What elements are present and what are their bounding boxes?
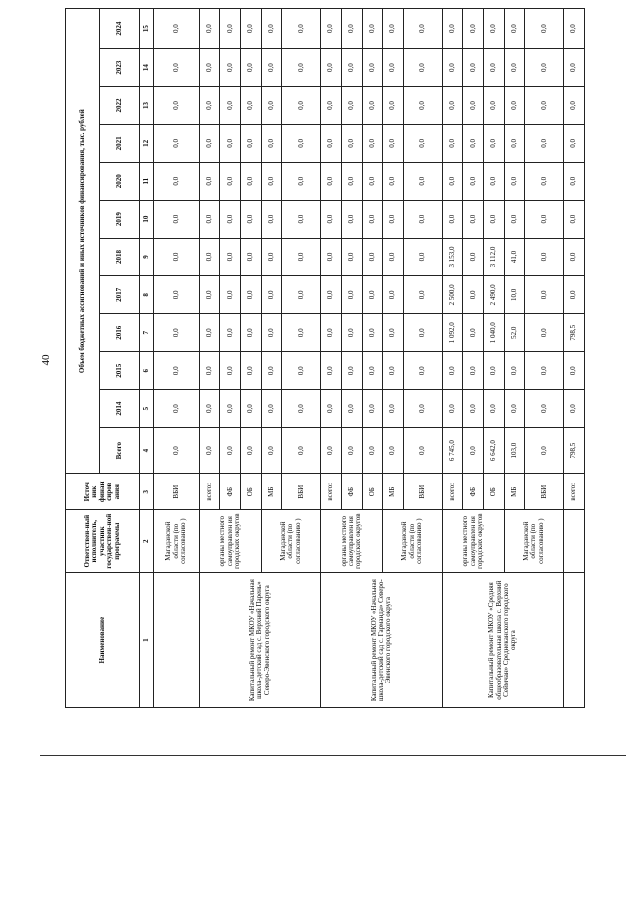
value-cell: 0,0 <box>525 124 564 162</box>
value-cell: 0,0 <box>362 276 383 314</box>
value-cell: 0,0 <box>504 352 525 390</box>
header-year: 2017 <box>100 276 140 314</box>
value-cell: 0,0 <box>241 124 262 162</box>
value-cell: 41,0 <box>504 238 525 276</box>
value-cell: 0,0 <box>463 276 484 314</box>
value-cell: 0,0 <box>241 200 262 238</box>
source-cell: всего: <box>199 474 220 510</box>
source-cell: ВБИ <box>154 474 200 510</box>
value-cell: 0,0 <box>564 238 585 276</box>
name-cell <box>564 573 585 708</box>
value-cell: 0,0 <box>199 49 220 87</box>
value-cell: 0,0 <box>362 124 383 162</box>
value-cell: 0,0 <box>282 162 321 200</box>
value-cell: 0,0 <box>321 314 342 352</box>
value-cell: 0,0 <box>341 428 362 474</box>
value-cell: 0,0 <box>154 200 200 238</box>
value-cell: 0,0 <box>484 200 505 238</box>
value-cell: 0,0 <box>261 49 282 87</box>
project-name: Капитальный ремонт МКОУ «Начальная школа-детский сад с. Гарманда» Северо-Эвенского городского округа <box>321 573 442 708</box>
value-cell: 0,0 <box>341 276 362 314</box>
value-cell: 0,0 <box>463 352 484 390</box>
source-cell: ФБ <box>341 474 362 510</box>
value-cell: 0,0 <box>564 49 585 87</box>
header-year: 2014 <box>100 390 140 428</box>
value-cell: 0,0 <box>241 49 262 87</box>
value-cell: 0,0 <box>321 238 342 276</box>
value-cell: 0,0 <box>362 352 383 390</box>
value-cell: 0,0 <box>463 9 484 49</box>
header-index: 4 <box>140 428 154 474</box>
value-cell: 0,0 <box>463 314 484 352</box>
source-cell: всего: <box>321 474 342 510</box>
value-cell: 0,0 <box>199 162 220 200</box>
value-cell: 0,0 <box>220 276 241 314</box>
value-cell: 0,0 <box>484 87 505 125</box>
value-cell: 0,0 <box>341 352 362 390</box>
value-cell: 0,0 <box>362 162 383 200</box>
value-cell: 0,0 <box>154 314 200 352</box>
value-cell: 0,0 <box>383 314 404 352</box>
table-row <box>154 9 200 708</box>
responsible-cell: органы местного самоуправлен ия городских округов <box>321 510 383 573</box>
value-cell: 0,0 <box>564 276 585 314</box>
value-cell: 0,0 <box>564 200 585 238</box>
value-cell: 0,0 <box>484 9 505 49</box>
value-cell: 0,0 <box>362 314 383 352</box>
value-cell: 0,0 <box>282 200 321 238</box>
value-cell: 0,0 <box>282 49 321 87</box>
value-cell: 0,0 <box>362 428 383 474</box>
header-index: 8 <box>140 276 154 314</box>
value-cell: 0,0 <box>403 87 442 125</box>
value-cell: 0,0 <box>383 276 404 314</box>
value-cell: 0,0 <box>463 162 484 200</box>
header-index: 2 <box>140 510 154 573</box>
header-year: 2018 <box>100 238 140 276</box>
responsible-cell: Магаданской области (по согласованию ) <box>383 510 443 573</box>
header-year: 2024 <box>100 9 140 49</box>
value-cell: 0,0 <box>282 276 321 314</box>
value-cell: 0,0 <box>341 390 362 428</box>
value-cell: 0,0 <box>282 124 321 162</box>
value-cell: 0,0 <box>525 162 564 200</box>
value-cell: 0,0 <box>403 9 442 49</box>
value-cell: 0,0 <box>403 428 442 474</box>
value-cell: 0,0 <box>220 238 241 276</box>
value-cell: 0,0 <box>199 87 220 125</box>
value-cell: 0,0 <box>525 9 564 49</box>
value-cell: 52,0 <box>504 314 525 352</box>
source-cell: МБ <box>261 474 282 510</box>
budget-table-container <box>65 8 585 708</box>
value-cell: 1 040,0 <box>484 314 505 352</box>
value-cell: 0,0 <box>241 9 262 49</box>
value-cell: 0,0 <box>199 238 220 276</box>
table-row <box>199 9 220 708</box>
value-cell: 0,0 <box>154 276 200 314</box>
value-cell: 0,0 <box>504 9 525 49</box>
value-cell: 103,0 <box>504 428 525 474</box>
value-cell: 0,0 <box>484 352 505 390</box>
value-cell: 0,0 <box>261 9 282 49</box>
value-cell: 0,0 <box>199 124 220 162</box>
value-cell: 0,0 <box>321 390 342 428</box>
header-volume: Объем бюджетных ассигнований и иных источников финансирования, тыс. рублей <box>66 9 100 474</box>
value-cell: 0,0 <box>154 428 200 474</box>
value-cell: 0,0 <box>442 390 463 428</box>
value-cell: 0,0 <box>261 276 282 314</box>
value-cell: 0,0 <box>199 200 220 238</box>
header-year: Всего <box>100 428 140 474</box>
value-cell: 0,0 <box>525 276 564 314</box>
value-cell: 0,0 <box>199 428 220 474</box>
value-cell: 0,0 <box>321 49 342 87</box>
value-cell: 0,0 <box>403 276 442 314</box>
value-cell: 0,0 <box>504 49 525 87</box>
value-cell: 0,0 <box>525 87 564 125</box>
value-cell: 0,0 <box>282 9 321 49</box>
table-row <box>564 9 585 708</box>
value-cell: 0,0 <box>241 428 262 474</box>
value-cell: 0,0 <box>341 87 362 125</box>
header-source: Источ ник финан сиров ания <box>66 474 140 510</box>
value-cell: 0,0 <box>442 49 463 87</box>
header-responsible: Ответствен-ный исполнитель, участник государствен-ной программы <box>66 510 140 573</box>
value-cell: 1 092,0 <box>442 314 463 352</box>
value-cell: 0,0 <box>362 87 383 125</box>
source-cell: ВБИ <box>525 474 564 510</box>
value-cell: 0,0 <box>220 49 241 87</box>
value-cell: 0,0 <box>282 352 321 390</box>
value-cell: 0,0 <box>154 124 200 162</box>
value-cell: 0,0 <box>362 238 383 276</box>
header-name: Наименование <box>66 573 140 708</box>
value-cell: 10,0 <box>504 276 525 314</box>
value-cell: 0,0 <box>383 49 404 87</box>
value-cell: 0,0 <box>341 124 362 162</box>
value-cell: 0,0 <box>199 352 220 390</box>
value-cell: 0,0 <box>463 124 484 162</box>
value-cell: 0,0 <box>383 238 404 276</box>
value-cell: 0,0 <box>282 428 321 474</box>
responsible-cell: Магаданской области (по согласованию ) <box>154 510 200 573</box>
value-cell: 0,0 <box>321 162 342 200</box>
value-cell: 0,0 <box>341 49 362 87</box>
header-index: 6 <box>140 352 154 390</box>
value-cell: 0,0 <box>261 200 282 238</box>
value-cell: 0,0 <box>403 124 442 162</box>
value-cell: 0,0 <box>154 390 200 428</box>
value-cell: 0,0 <box>241 352 262 390</box>
header-index: 3 <box>140 474 154 510</box>
value-cell: 798,5 <box>564 314 585 352</box>
value-cell: 0,0 <box>282 314 321 352</box>
value-cell: 0,0 <box>463 238 484 276</box>
value-cell: 0,0 <box>220 428 241 474</box>
source-cell: всего: <box>442 474 463 510</box>
value-cell: 0,0 <box>383 200 404 238</box>
value-cell: 0,0 <box>362 200 383 238</box>
value-cell: 0,0 <box>282 87 321 125</box>
value-cell: 0,0 <box>199 390 220 428</box>
value-cell: 0,0 <box>403 390 442 428</box>
value-cell: 0,0 <box>341 9 362 49</box>
value-cell: 0,0 <box>341 200 362 238</box>
header-year: 2021 <box>100 124 140 162</box>
value-cell: 0,0 <box>241 276 262 314</box>
value-cell: 0,0 <box>321 9 342 49</box>
value-cell: 0,0 <box>442 124 463 162</box>
value-cell: 0,0 <box>321 276 342 314</box>
value-cell: 6 642,0 <box>484 428 505 474</box>
source-cell: ВБИ <box>403 474 442 510</box>
value-cell: 0,0 <box>241 390 262 428</box>
value-cell: 0,0 <box>154 162 200 200</box>
source-cell: всего: <box>564 474 585 510</box>
value-cell: 0,0 <box>504 124 525 162</box>
page-number: 40 <box>40 354 52 366</box>
value-cell: 0,0 <box>383 428 404 474</box>
header-year: 2016 <box>100 314 140 352</box>
value-cell: 0,0 <box>403 314 442 352</box>
value-cell: 0,0 <box>564 390 585 428</box>
project-name: Капитальный ремонт МКОУ «Начальная школа-детский сад с. Верхний Парень» Северо-Эвенского городского округа <box>199 573 320 708</box>
header-index: 14 <box>140 49 154 87</box>
header-year: 2020 <box>100 162 140 200</box>
value-cell: 0,0 <box>261 162 282 200</box>
value-cell: 0,0 <box>383 87 404 125</box>
value-cell: 0,0 <box>564 352 585 390</box>
value-cell: 0,0 <box>463 49 484 87</box>
value-cell: 0,0 <box>463 390 484 428</box>
responsible-cell: Магаданской области (по согласованию ) <box>504 510 564 573</box>
value-cell: 0,0 <box>154 352 200 390</box>
value-cell: 2 500,0 <box>442 276 463 314</box>
value-cell: 0,0 <box>442 9 463 49</box>
value-cell: 0,0 <box>442 352 463 390</box>
value-cell: 0,0 <box>484 49 505 87</box>
source-cell: ОБ <box>362 474 383 510</box>
value-cell: 0,0 <box>525 49 564 87</box>
value-cell: 0,0 <box>154 238 200 276</box>
name-cell <box>154 573 200 708</box>
value-cell: 0,0 <box>321 352 342 390</box>
value-cell: 6 745,0 <box>442 428 463 474</box>
responsible-cell <box>564 510 585 573</box>
value-cell: 0,0 <box>154 49 200 87</box>
value-cell: 0,0 <box>241 238 262 276</box>
value-cell: 0,0 <box>525 352 564 390</box>
table-row <box>442 9 463 708</box>
value-cell: 0,0 <box>321 428 342 474</box>
value-cell: 0,0 <box>403 238 442 276</box>
source-cell: ОБ <box>241 474 262 510</box>
value-cell: 0,0 <box>564 124 585 162</box>
value-cell: 0,0 <box>282 238 321 276</box>
value-cell: 0,0 <box>504 200 525 238</box>
value-cell: 0,0 <box>383 124 404 162</box>
value-cell: 0,0 <box>154 87 200 125</box>
value-cell: 0,0 <box>261 428 282 474</box>
header-year: 2019 <box>100 200 140 238</box>
value-cell: 0,0 <box>220 390 241 428</box>
value-cell: 0,0 <box>220 162 241 200</box>
value-cell: 0,0 <box>199 314 220 352</box>
value-cell: 0,0 <box>220 9 241 49</box>
value-cell: 0,0 <box>504 390 525 428</box>
responsible-cell: органы местного самоуправлен ия городских округов <box>199 510 261 573</box>
value-cell: 0,0 <box>220 314 241 352</box>
source-cell: МБ <box>504 474 525 510</box>
value-cell: 0,0 <box>362 390 383 428</box>
value-cell: 2 490,0 <box>484 276 505 314</box>
value-cell: 0,0 <box>261 87 282 125</box>
value-cell: 0,0 <box>504 87 525 125</box>
value-cell: 0,0 <box>199 276 220 314</box>
value-cell: 0,0 <box>525 200 564 238</box>
value-cell: 3 153,0 <box>442 238 463 276</box>
value-cell: 0,0 <box>241 314 262 352</box>
value-cell: 0,0 <box>321 87 342 125</box>
value-cell: 0,0 <box>220 124 241 162</box>
header-year: 2022 <box>100 87 140 125</box>
value-cell: 0,0 <box>199 9 220 49</box>
source-cell: ФБ <box>463 474 484 510</box>
header-index: 5 <box>140 390 154 428</box>
value-cell: 0,0 <box>403 162 442 200</box>
value-cell: 0,0 <box>261 352 282 390</box>
value-cell: 0,0 <box>525 314 564 352</box>
value-cell: 0,0 <box>525 390 564 428</box>
value-cell: 0,0 <box>220 200 241 238</box>
value-cell: 0,0 <box>383 390 404 428</box>
source-cell: ВБИ <box>282 474 321 510</box>
value-cell: 0,0 <box>484 390 505 428</box>
responsible-cell: Магаданской области (по согласованию ) <box>261 510 321 573</box>
value-cell: 0,0 <box>564 9 585 49</box>
value-cell: 0,0 <box>403 200 442 238</box>
value-cell: 0,0 <box>282 390 321 428</box>
header-index: 9 <box>140 238 154 276</box>
value-cell: 0,0 <box>261 390 282 428</box>
responsible-cell: органы местного самоуправлен ия городских округов <box>442 510 504 573</box>
value-cell: 0,0 <box>261 238 282 276</box>
value-cell: 0,0 <box>362 49 383 87</box>
value-cell: 0,0 <box>403 49 442 87</box>
value-cell: 0,0 <box>261 314 282 352</box>
value-cell: 0,0 <box>241 162 262 200</box>
value-cell: 0,0 <box>321 124 342 162</box>
value-cell: 0,0 <box>564 87 585 125</box>
value-cell: 0,0 <box>241 87 262 125</box>
value-cell: 0,0 <box>484 124 505 162</box>
value-cell: 0,0 <box>442 162 463 200</box>
header-index: 1 <box>140 573 154 708</box>
value-cell: 798,5 <box>564 428 585 474</box>
header-year: 2023 <box>100 49 140 87</box>
value-cell: 0,0 <box>261 124 282 162</box>
source-cell: МБ <box>383 474 404 510</box>
value-cell: 0,0 <box>442 87 463 125</box>
value-cell: 0,0 <box>383 352 404 390</box>
value-cell: 3 112,0 <box>484 238 505 276</box>
source-cell: ОБ <box>484 474 505 510</box>
table-row <box>321 9 342 708</box>
value-cell: 0,0 <box>403 352 442 390</box>
value-cell: 0,0 <box>442 200 463 238</box>
value-cell: 0,0 <box>463 87 484 125</box>
value-cell: 0,0 <box>383 9 404 49</box>
value-cell: 0,0 <box>383 162 404 200</box>
header-index: 13 <box>140 87 154 125</box>
value-cell: 0,0 <box>504 162 525 200</box>
budget-table <box>65 8 585 708</box>
value-cell: 0,0 <box>564 162 585 200</box>
header-index: 7 <box>140 314 154 352</box>
value-cell: 0,0 <box>525 428 564 474</box>
value-cell: 0,0 <box>220 352 241 390</box>
value-cell: 0,0 <box>341 314 362 352</box>
source-cell: ФБ <box>220 474 241 510</box>
footer-rule <box>40 755 626 756</box>
value-cell: 0,0 <box>484 162 505 200</box>
value-cell: 0,0 <box>220 87 241 125</box>
header-index: 10 <box>140 200 154 238</box>
value-cell: 0,0 <box>154 9 200 49</box>
value-cell: 0,0 <box>341 238 362 276</box>
value-cell: 0,0 <box>463 428 484 474</box>
value-cell: 0,0 <box>341 162 362 200</box>
header-index: 11 <box>140 162 154 200</box>
value-cell: 0,0 <box>463 200 484 238</box>
project-name: Капитальный ремонт МКОУ «Средняя общеобразовательная школа с. Верхний Сеймчан» Среднеканского городского округа <box>442 573 563 708</box>
value-cell: 0,0 <box>525 238 564 276</box>
header-index: 12 <box>140 124 154 162</box>
value-cell: 0,0 <box>362 9 383 49</box>
header-year: 2015 <box>100 352 140 390</box>
value-cell: 0,0 <box>321 200 342 238</box>
header-index: 15 <box>140 9 154 49</box>
